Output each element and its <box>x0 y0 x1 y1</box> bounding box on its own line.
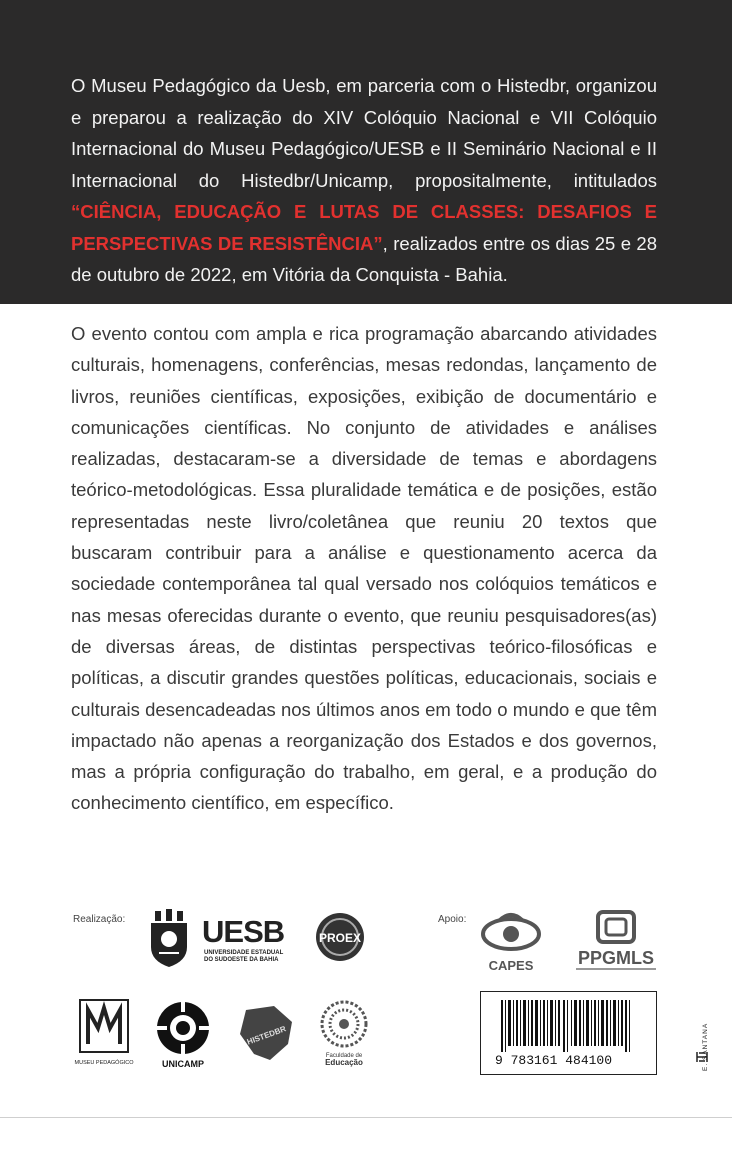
ppgmls-logo <box>572 908 660 974</box>
bottom-divider <box>0 1117 732 1118</box>
realizacao-label: Realização: <box>73 914 126 925</box>
credit-text: E. SANTANA <box>702 1022 709 1071</box>
intro-text-1: O Museu Pedagógico da Uesb, em parceria com o Histedbr, organizou e preparou a realização do XIV Colóquio Nacional e VII Colóquio Internacional do Museu Pedagógico/UESB e II Seminário Nacional e II Internacional do Histedbr/Unicamp, propositalmente, intitulados <box>71 75 657 191</box>
designer-mark-icon <box>695 1050 709 1064</box>
histedbr-text: HISTEDBR <box>245 1024 288 1047</box>
fe-text-1: Faculdade de <box>325 1053 363 1059</box>
histedbr-logo <box>236 1004 296 1062</box>
apoio-label: Apoio: <box>438 914 467 925</box>
proex-text: PROEX <box>318 931 362 945</box>
description-paragraph: O evento contou com ampla e rica programação abarcando atividades culturais, homenagens, conferências, mesas redondas, lançamento de livros, reuniões científicas, exposições, exibição de documentário e comunicações científicas. No conjunto de atividades e análises realizadas, destacaram-se a diversidade de temas e abordagens teórico-metodológicas. Essa pluralidade temática e de posições, estão representadas neste livro/coletânea que reuniu 20 textos que buscaram contribuir para a análise e questionamento acerca da sociedade contemporânea tal qual versado nos colóquios temáticos e nas mesas oferecidas durante o evento, que reuniu pesquisadores(as) de diversas áreas, de distintas perspectivas teórico-filosóficas e políticas, a discutir grandes questões políticas, educacionais, sociais e culturais desencadeadas nos últimos anos em todo o mundo e que têm impactado não apenas a reorganização dos Estados e dos governos, mas a própria configuração do trabalho, em geral, e a produção do conhecimento científico, em específico. <box>71 323 657 814</box>
designer-credit <box>697 1015 711 1075</box>
faculdade-educacao-logo <box>316 1000 372 1068</box>
barcode <box>481 992 656 1074</box>
ppgmls-text: PPGMLS <box>577 948 655 968</box>
event-title: “CIÊNCIA, EDUCAÇÃO E LUTAS DE CLASSES: DESAFIOS E PERSPECTIVAS DE RESISTÊNCIA” <box>71 201 657 254</box>
capes-logo <box>478 912 544 972</box>
museu-pedagogico-logo <box>74 998 134 1068</box>
barcode-box <box>480 991 657 1075</box>
capes-text: CAPES <box>488 958 534 973</box>
museu-text: MUSEU PEDAGÓGICO <box>74 1060 134 1066</box>
uesb-subtitle <box>204 950 283 964</box>
unicamp-text: UNICAMP <box>162 1059 204 1069</box>
barcode-number: 9 783161 484100 <box>495 1053 613 1068</box>
uesb-subtitle-line2: DO SUDOESTE DA BAHIA <box>204 957 279 963</box>
intro-paragraph <box>71 70 657 291</box>
barcode-bars <box>501 1000 630 1052</box>
unicamp-logo <box>152 1000 214 1070</box>
uesb-subtitle-line1: UNIVERSIDADE ESTADUAL <box>204 950 284 956</box>
proex-logo <box>313 909 367 965</box>
fe-text-2: Educação <box>325 1058 363 1067</box>
intro-text-2: , realizados entre os dias 25 e 28 de outubro de 2022, em Vitória da Conquista - Bahia. <box>71 232 657 285</box>
uesb-crest-logo <box>145 909 193 969</box>
uesb-wordmark: UESB <box>202 914 285 949</box>
